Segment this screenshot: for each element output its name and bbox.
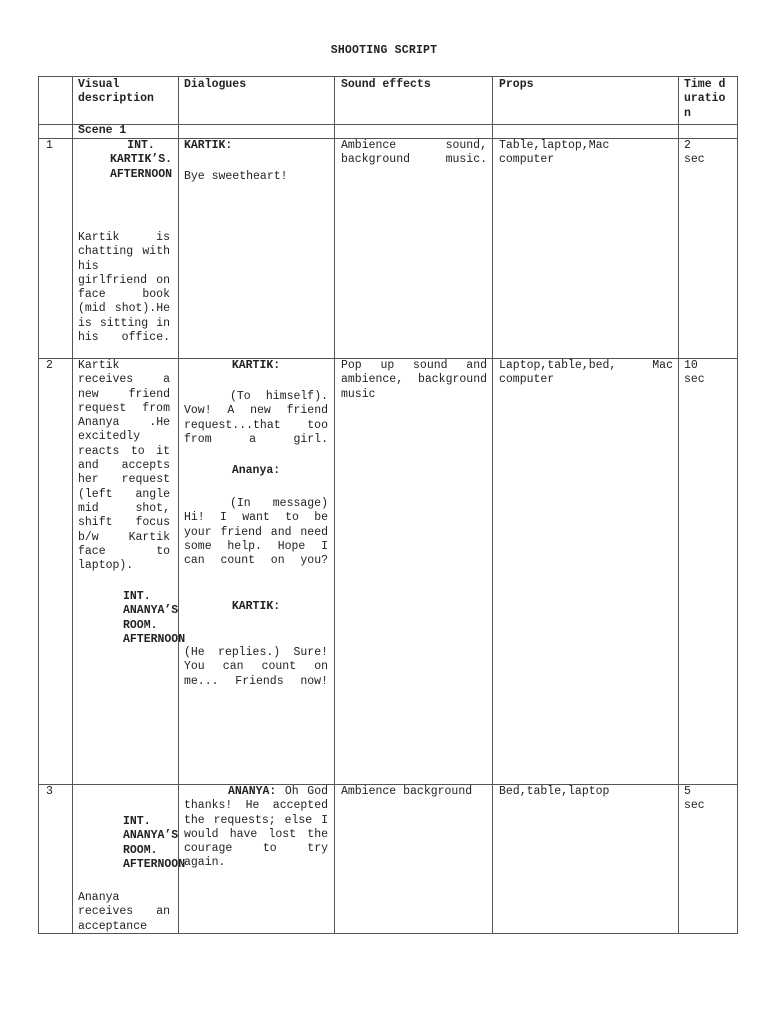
visual-heading [78, 139, 174, 182]
sound-effects: Pop up sound and ambience, background music [341, 359, 487, 401]
visual-heading-text: INT. ANANYA’S ROOM. AFTERNOON [123, 815, 186, 871]
table-border-left [38, 76, 39, 934]
dialogue-line: (In message) Hi! I want to be your friend and need some help. Hope I can count on you? [184, 497, 328, 568]
dialogue-speaker: Ananya: [231, 464, 281, 477]
props: Bed,table,laptop [499, 785, 610, 798]
dialogue-line: Oh God thanks! He accepted the requests; else I would have lost the courage to try again. [184, 785, 328, 870]
column-divider [178, 76, 179, 934]
row-number: 3 [46, 785, 53, 798]
header-props: Props [499, 78, 534, 91]
row-number: 1 [46, 139, 53, 152]
visual-description: Kartik receives a new friend request from Ananya .He excitedly reacts to it and accepts her request (left angle mid shot, shift focus b/w Kartik face to laptop). [78, 359, 170, 573]
row-number: 2 [46, 359, 53, 372]
header-sound-effects: Sound effects [341, 78, 431, 91]
header-time-duration: Time duration [684, 78, 726, 120]
column-divider [678, 76, 679, 934]
dialogue-line: Bye sweetheart! [184, 170, 288, 183]
column-divider [72, 76, 73, 934]
visual-heading-text: INT. ANANYA’S ROOM. AFTERNOON [123, 590, 186, 646]
sound-effects: Ambience background [341, 785, 473, 798]
dialogue-line: (To himself). Vow! A new friend request...that too from a girl. [184, 390, 328, 446]
header-dialogues: Dialogues [184, 78, 247, 91]
time-duration: 10 sec [684, 359, 705, 387]
scene-label: Scene 1 [78, 124, 127, 137]
visual-heading [78, 815, 186, 872]
visual-heading-text: INT. KARTIK’S. AFTERNOON [109, 139, 173, 181]
visual-heading [78, 590, 186, 647]
time-duration: 2 sec [684, 139, 705, 167]
header-visual-description: Visual description [78, 78, 154, 106]
visual-description: Ananya receives an acceptance [78, 891, 170, 933]
sound-effects: Ambience sound, background music. [341, 139, 487, 167]
props: Laptop,table,bed, Mac computer [499, 359, 673, 387]
props: Table,laptop,Mac computer [499, 139, 610, 167]
visual-description: Kartik is chatting with his girlfriend on face book (mid shot).He is sitting in his office. [78, 231, 170, 345]
page-title: SHOOTING SCRIPT [330, 44, 438, 57]
dialogue-speaker: KARTIK: [231, 600, 281, 613]
table-border-top [38, 76, 738, 77]
column-divider [492, 76, 493, 934]
dialogue-speaker: KARTIK: [231, 359, 281, 372]
dialogue-block [184, 785, 328, 871]
time-duration: 5 sec [684, 785, 705, 813]
dialogue-speaker: KARTIK: [184, 139, 233, 152]
dialogue-line: (He replies.) Sure! You can count on me... Friends now! [184, 646, 328, 688]
dialogue-speaker: ANANYA: [228, 785, 277, 798]
column-divider [334, 76, 335, 934]
table-border-right [737, 76, 738, 934]
